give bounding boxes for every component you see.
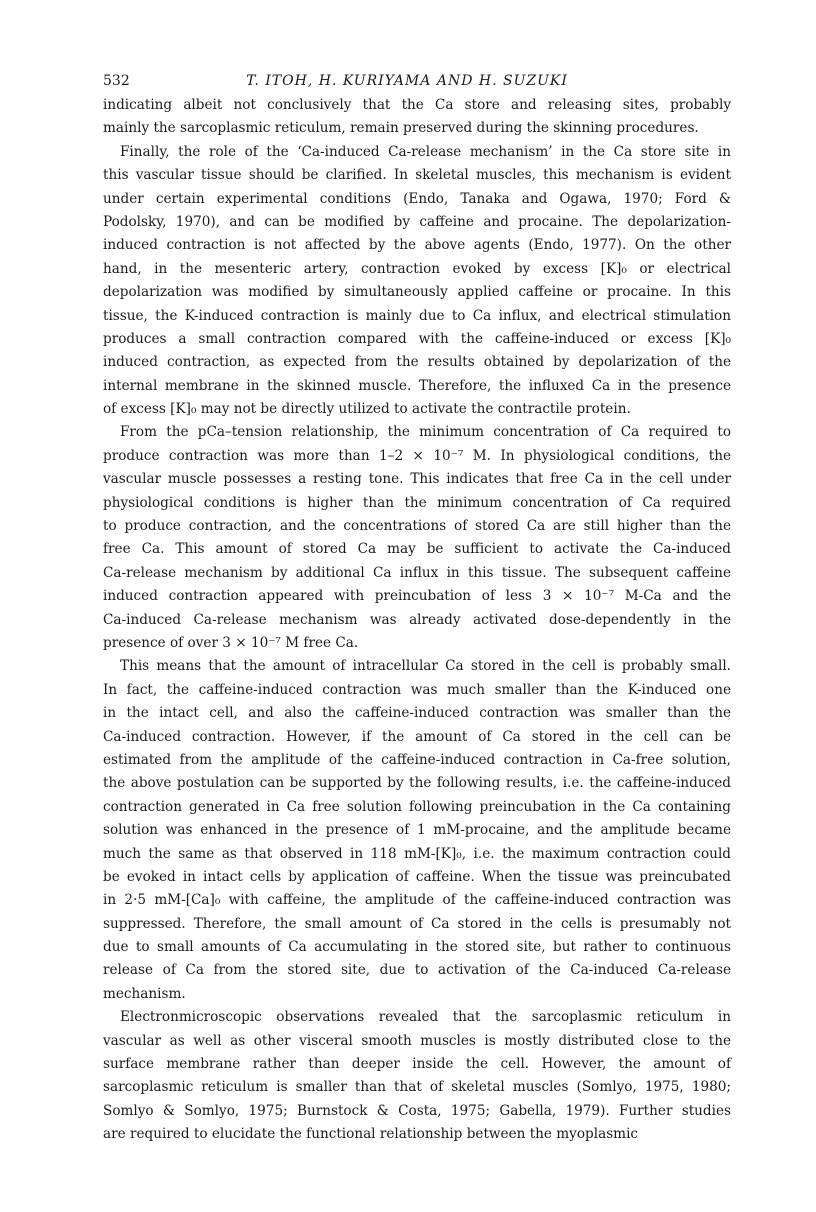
text-line: release of Ca from the stored site, due to activation of the Ca-induced Ca-release bbox=[103, 962, 731, 979]
text-line: in 2·5 mM-[Ca]₀ with caffeine, the amplitude of the caffeine-induced contraction was bbox=[103, 892, 731, 909]
text-line: to produce contraction, and the concentrations of stored Ca are still higher than the bbox=[103, 518, 731, 535]
text-line: From the pCa–tension relationship, the minimum concentration of Ca required to bbox=[120, 424, 731, 441]
text-line: induced contraction is not affected by the above agents (Endo, 1977). On the other bbox=[103, 237, 731, 254]
text-line: presence of over 3 × 10⁻⁷ M free Ca. bbox=[103, 634, 359, 651]
paragraph bbox=[103, 655, 731, 1006]
text-line: This means that the amount of intracellular Ca stored in the cell is probably small. bbox=[120, 658, 731, 675]
text-line: due to small amounts of Ca accumulating in the stored site, but rather to continuous bbox=[103, 939, 731, 956]
text-line: Ca-release mechanism by additional Ca influx in this tissue. The subsequent caffeine bbox=[103, 564, 731, 581]
text-line: this vascular tissue should be clarified. In skeletal muscles, this mechanism is evident bbox=[103, 167, 731, 184]
text-line: indicating albeit not conclusively that the Ca store and releasing sites, probably bbox=[103, 97, 731, 113]
text-line: vascular as well as other visceral smooth muscles is mostly distributed close to the bbox=[103, 1032, 731, 1049]
text-line: Electronmicroscopic observations revealed that the sarcoplasmic reticulum in bbox=[120, 1009, 731, 1026]
text-line: produce contraction was more than 1–2 × 10⁻⁷ M. In physiological conditions, the bbox=[103, 447, 731, 464]
text-line: Finally, the role of the ‘Ca-induced Ca-release mechanism’ in the Ca store site in bbox=[120, 143, 731, 160]
body-text bbox=[103, 94, 731, 1147]
paragraph bbox=[103, 94, 731, 141]
text-line: be evoked in intact cells by application of caffeine. When the tissue was preincubated bbox=[103, 868, 731, 885]
text-line: induced contraction appeared with preincubation of less 3 × 10⁻⁷ M-Ca and the bbox=[103, 588, 731, 605]
text-line: mainly the sarcoplasmic reticulum, remain preserved during the skinning procedures. bbox=[103, 120, 699, 137]
text-line: Ca-induced Ca-release mechanism was already activated dose-dependently in the bbox=[103, 611, 731, 628]
page bbox=[103, 70, 731, 1147]
page-header bbox=[103, 70, 731, 94]
text-line: estimated from the amplitude of the caffeine-induced contraction in Ca-free solution, bbox=[103, 751, 731, 768]
text-line: free Ca. This amount of stored Ca may be sufficient to activate the Ca-induced bbox=[103, 541, 731, 558]
text-line: In fact, the caffeine-induced contraction was much smaller than the K-induced one bbox=[103, 681, 731, 698]
text-line: internal membrane in the skinned muscle. Therefore, the influxed Ca in the presence bbox=[103, 377, 731, 394]
text-line: of excess [K]₀ may not be directly utilized to activate the contractile protein. bbox=[103, 401, 631, 418]
paragraph bbox=[103, 421, 731, 655]
text-line: vascular muscle possesses a resting tone. This indicates that free Ca in the cell under bbox=[103, 471, 731, 488]
text-line: suppressed. Therefore, the small amount of Ca stored in the cells is presumably not bbox=[103, 915, 731, 932]
paragraph bbox=[103, 1006, 731, 1146]
text-line: in the intact cell, and also the caffeine-induced contraction was smaller than the bbox=[103, 705, 731, 722]
text-line: produces a small contraction compared with the caffeine-induced or excess [K]₀ bbox=[103, 330, 731, 347]
text-line: are required to elucidate the functional relationship between the myoplasmic bbox=[103, 1126, 639, 1143]
text-line: the above postulation can be supported by the following results, i.e. the caffeine-induced bbox=[103, 775, 731, 792]
text-line: surface membrane rather than deeper inside the cell. However, the amount of bbox=[103, 1056, 731, 1073]
text-line: contraction generated in Ca free solution following preincubation in the Ca containing bbox=[103, 798, 731, 815]
text-line: tissue, the K-induced contraction is mainly due to Ca influx, and electrical stimulation bbox=[103, 307, 731, 324]
text-line: depolarization was modified by simultaneously applied caffeine or procaine. In this bbox=[103, 284, 731, 301]
text-line: physiological conditions is higher than the minimum concentration of Ca required bbox=[103, 494, 731, 511]
running-head: T. ITOH, H. KURIYAMA AND H. SUZUKI bbox=[246, 73, 568, 89]
text-line: hand, in the mesenteric artery, contraction evoked by excess [K]₀ or electrical bbox=[103, 260, 731, 277]
text-line: under certain experimental conditions (Endo, Tanaka and Ogawa, 1970; Ford & bbox=[103, 190, 731, 207]
text-line: much the same as that observed in 118 mM-[K]₀, i.e. the maximum contraction could bbox=[103, 845, 731, 862]
text-line: sarcoplasmic reticulum is smaller than that of skeletal muscles (Somlyo, 1975, 1980; bbox=[103, 1079, 731, 1096]
text-line: Somlyo & Somlyo, 1975; Burnstock & Costa, 1975; Gabella, 1979). Further studies bbox=[103, 1102, 731, 1119]
text-line: induced contraction, as expected from the results obtained by depolarization of the bbox=[103, 354, 731, 371]
text-line: Ca-induced contraction. However, if the amount of Ca stored in the cell can be bbox=[103, 728, 731, 745]
text-line: solution was enhanced in the presence of 1 mM-procaine, and the amplitude became bbox=[103, 822, 731, 839]
page-number: 532 bbox=[103, 73, 130, 89]
paragraph bbox=[103, 141, 731, 422]
text-line: Podolsky, 1970), and can be modified by caffeine and procaine. The depolarization- bbox=[103, 213, 731, 230]
text-line: mechanism. bbox=[103, 985, 186, 1002]
